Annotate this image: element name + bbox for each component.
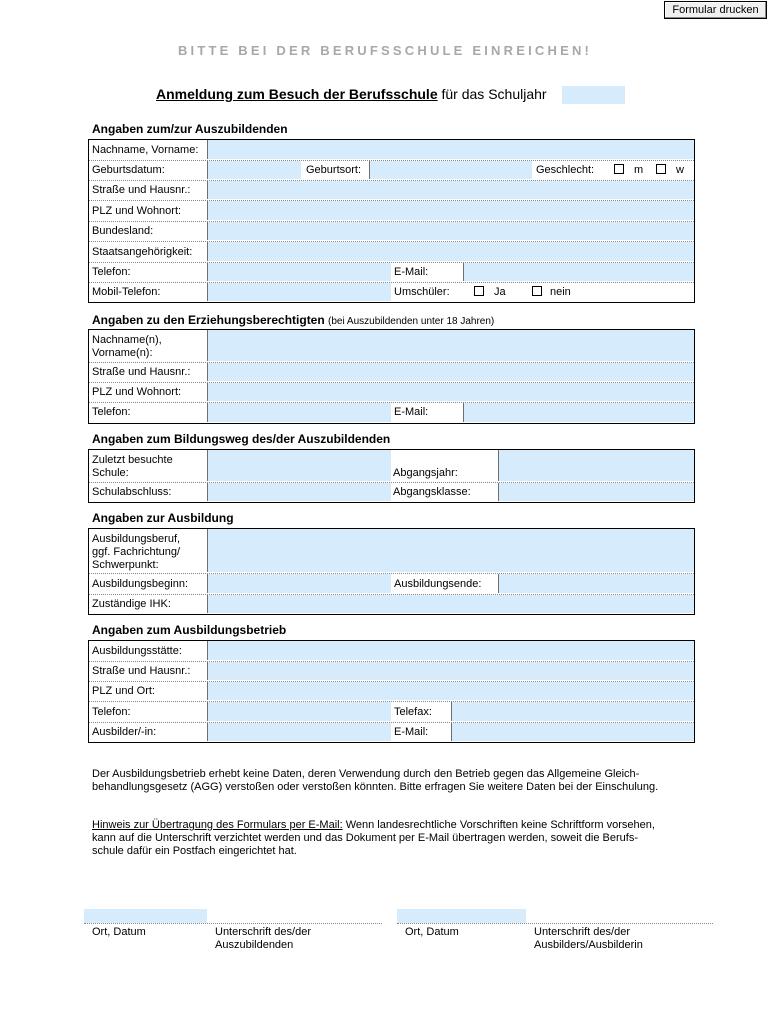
- training-end-label: Ausbildungsende:: [394, 578, 482, 590]
- ihk-label: Zuständige IHK:: [92, 598, 171, 610]
- place-date-trainee-field[interactable]: [84, 909, 207, 923]
- trainee-mobile-row: [89, 283, 694, 302]
- sig-trainee-label: [215, 926, 311, 952]
- company-box: [88, 640, 695, 743]
- trainee-street-label: Straße und Hausnr.:: [92, 184, 191, 196]
- grad-year-label: Abgangsjahr:: [393, 467, 458, 479]
- company-email-label: E-Mail:: [394, 726, 429, 738]
- guardian-name-field[interactable]: [207, 330, 694, 361]
- training-dates-row: [89, 574, 694, 595]
- last-school-field[interactable]: [207, 450, 391, 481]
- section-company-title: Angaben zum Ausbildungsbetrieb: [92, 623, 287, 637]
- gender-w-checkbox[interactable]: [656, 164, 666, 174]
- trainee-email-field[interactable]: [463, 263, 694, 281]
- sig-trainer-label: [534, 926, 643, 952]
- profession-label-1: Ausbildungsberuf,: [92, 533, 181, 545]
- retraining-yes-label: Ja: [494, 286, 506, 298]
- place-date-trainer-field[interactable]: [397, 909, 526, 923]
- profession-label-3: Schwerpunkt:: [92, 559, 159, 571]
- last-school-label-2: Schule:: [92, 467, 129, 479]
- guardian-street-field[interactable]: [207, 363, 694, 381]
- guardians-box: [88, 329, 695, 424]
- degree-row: [89, 483, 694, 502]
- sig-trainer-label-2: Ausbilders/Ausbilderin: [534, 939, 643, 951]
- company-zip-row: [89, 682, 694, 702]
- submit-banner: BITTE BEI DER BERUFSSCHULE EINREICHEN!: [177, 43, 593, 58]
- trainee-email-label: E-Mail:: [394, 266, 429, 278]
- company-site-field[interactable]: [207, 641, 694, 660]
- trainee-state-row: [89, 222, 694, 242]
- ihk-field[interactable]: [207, 595, 694, 613]
- guardian-street-row: [89, 363, 694, 383]
- birthplace-label: Geburtsort:: [306, 164, 362, 176]
- retraining-yes-checkbox[interactable]: [474, 286, 484, 296]
- trainee-name-field[interactable]: [207, 140, 694, 159]
- company-site-row: [89, 641, 694, 662]
- section-trainee-title: Angaben zum/zur Auszubildenden: [92, 122, 288, 136]
- place-date-trainee-label: Ort, Datum: [92, 926, 146, 938]
- ihk-row: [89, 595, 694, 614]
- guardian-zip-field[interactable]: [207, 383, 694, 401]
- guardians-title-note: (bei Auszubildenden unter 18 Jahren): [328, 316, 495, 327]
- agg-notice-line-2: behandlungsgesetz (AGG) verstoßen oder verstoßen könnten. Bitte erfragen Sie weitere Daten bei der Einschulung.: [92, 781, 659, 793]
- school-year-input[interactable]: [562, 86, 625, 104]
- company-phone-row: [89, 702, 694, 723]
- state-field[interactable]: [207, 222, 694, 240]
- mobile-field[interactable]: [207, 283, 391, 301]
- education-box: [88, 449, 695, 503]
- trainer-label: Ausbilder/-in:: [92, 726, 157, 738]
- guardian-name-row: [89, 330, 694, 363]
- company-street-row: [89, 662, 694, 682]
- sig-trainer-label-1: Unterschrift des/der: [534, 926, 630, 938]
- sig-trainee-label-1: Unterschrift des/der: [215, 926, 311, 938]
- profession-label-2: ggf. Fachrichtung/: [92, 546, 181, 558]
- guardian-zip-label: PLZ und Wohnort:: [92, 386, 182, 398]
- company-trainer-row: [89, 723, 694, 742]
- agg-notice: [92, 768, 698, 794]
- degree-field[interactable]: [207, 483, 391, 501]
- guardian-phone-label: Telefon:: [92, 406, 131, 418]
- trainee-phone-row: [89, 263, 694, 283]
- email-hint-label: Hinweis zur Übertragung des Formulars per E-Mail:: [92, 819, 343, 831]
- training-start-label: Ausbildungsbeginn:: [92, 578, 189, 590]
- trainee-name-row: [89, 140, 694, 161]
- company-street-label: Straße und Hausnr.:: [92, 665, 191, 677]
- company-email-field[interactable]: [451, 723, 694, 741]
- birthplace-field[interactable]: [369, 161, 532, 179]
- nationality-label: Staatsangehörigkeit:: [92, 246, 193, 258]
- guardian-phone-row: [89, 403, 694, 423]
- section-education-title: Angaben zum Bildungsweg des/der Auszubildenden: [92, 432, 391, 446]
- training-end-field[interactable]: [498, 574, 694, 593]
- guardian-email-field[interactable]: [463, 403, 694, 422]
- trainee-zip-label: PLZ und Wohnort:: [92, 205, 182, 217]
- guardian-name-label-2: Vorname(n):: [92, 347, 153, 359]
- company-street-field[interactable]: [207, 662, 694, 680]
- mobile-label: Mobil-Telefon:: [92, 286, 161, 298]
- trainee-street-row: [89, 181, 694, 201]
- birthdate-label: Geburtsdatum:: [92, 164, 165, 176]
- nationality-field[interactable]: [207, 242, 694, 261]
- trainee-nationality-row: [89, 242, 694, 263]
- company-site-label: Ausbildungsstätte:: [92, 645, 182, 657]
- email-hint-line-3: schule dafür ein Postfach eingerichtet hat.: [92, 845, 297, 857]
- page-title: [156, 86, 547, 102]
- guardian-phone-field[interactable]: [207, 403, 391, 422]
- state-label: Bundesland:: [92, 225, 154, 237]
- guardians-title-text: Angaben zu den Erziehungsberechtigten: [92, 313, 325, 327]
- training-box: [88, 528, 695, 615]
- last-school-row: [89, 450, 694, 483]
- company-zip-field[interactable]: [207, 682, 694, 700]
- retraining-no-label: nein: [550, 286, 571, 298]
- company-phone-label: Telefon:: [92, 706, 131, 718]
- retraining-label: Umschüler:: [394, 286, 450, 298]
- guardian-name-label-1: Nachname(n),: [92, 334, 162, 346]
- page-title-rest: für das Schuljahr: [437, 86, 547, 102]
- email-hint-line-1: Wenn landesrechtliche Vorschriften keine Schriftform vorsehen,: [342, 819, 655, 831]
- agg-notice-line-1: Der Ausbildungsbetrieb erhebt keine Daten, deren Verwendung durch den Betrieb gegen das Allgemeine Gleich-: [92, 768, 640, 780]
- guardian-street-label: Straße und Hausnr.:: [92, 366, 191, 378]
- signature-line-trainer: [397, 923, 713, 924]
- trainee-street-field[interactable]: [207, 181, 694, 199]
- grad-class-label: Abgangsklasse:: [393, 486, 471, 498]
- company-fax-field[interactable]: [451, 702, 694, 721]
- company-zip-label: PLZ und Ort:: [92, 685, 155, 697]
- trainer-field[interactable]: [207, 723, 391, 741]
- email-hint: [92, 819, 698, 858]
- guardian-email-label: E-Mail:: [394, 406, 429, 418]
- page-title-bold: Anmeldung zum Besuch der Berufsschule: [156, 86, 438, 102]
- signature-line-trainee: [84, 923, 382, 924]
- guardian-zip-row: [89, 383, 694, 403]
- company-phone-field[interactable]: [207, 702, 391, 721]
- company-fax-label: Telefax:: [394, 706, 432, 718]
- training-start-field[interactable]: [207, 574, 391, 593]
- grad-class-field[interactable]: [498, 483, 694, 501]
- retraining-no-checkbox[interactable]: [532, 286, 542, 296]
- trainee-name-label: Nachname, Vorname:: [92, 144, 199, 156]
- grad-year-field[interactable]: [498, 450, 694, 481]
- sig-trainee-label-2: Auszubildenden: [215, 939, 294, 951]
- trainee-phone-field[interactable]: [207, 263, 391, 281]
- gender-m-checkbox[interactable]: [614, 164, 624, 174]
- last-school-label-1: Zuletzt besuchte: [92, 454, 173, 466]
- degree-label: Schulabschluss:: [92, 486, 172, 498]
- email-hint-line-2: kann auf die Unterschrift verzichtet werden und das Dokument per E-Mail übertragen werden, soweit die Berufs-: [92, 832, 638, 844]
- birthdate-field[interactable]: [207, 161, 301, 179]
- profession-row: [89, 529, 694, 574]
- trainee-phone-label: Telefon:: [92, 266, 131, 278]
- trainee-birth-row: [89, 161, 694, 181]
- trainee-zip-field[interactable]: [207, 201, 694, 220]
- place-date-trainer-label: Ort, Datum: [405, 926, 459, 938]
- gender-m-label: m: [634, 164, 644, 176]
- section-guardians-title: [92, 313, 494, 327]
- trainee-box: [88, 139, 695, 303]
- trainee-zip-row: [89, 201, 694, 222]
- section-training-title: Angaben zur Ausbildung: [92, 511, 234, 525]
- gender-label: Geschlecht:: [536, 164, 595, 176]
- gender-w-label: w: [676, 164, 684, 176]
- profession-field[interactable]: [207, 529, 694, 572]
- print-form-button[interactable]: Formular drucken: [664, 1, 767, 19]
